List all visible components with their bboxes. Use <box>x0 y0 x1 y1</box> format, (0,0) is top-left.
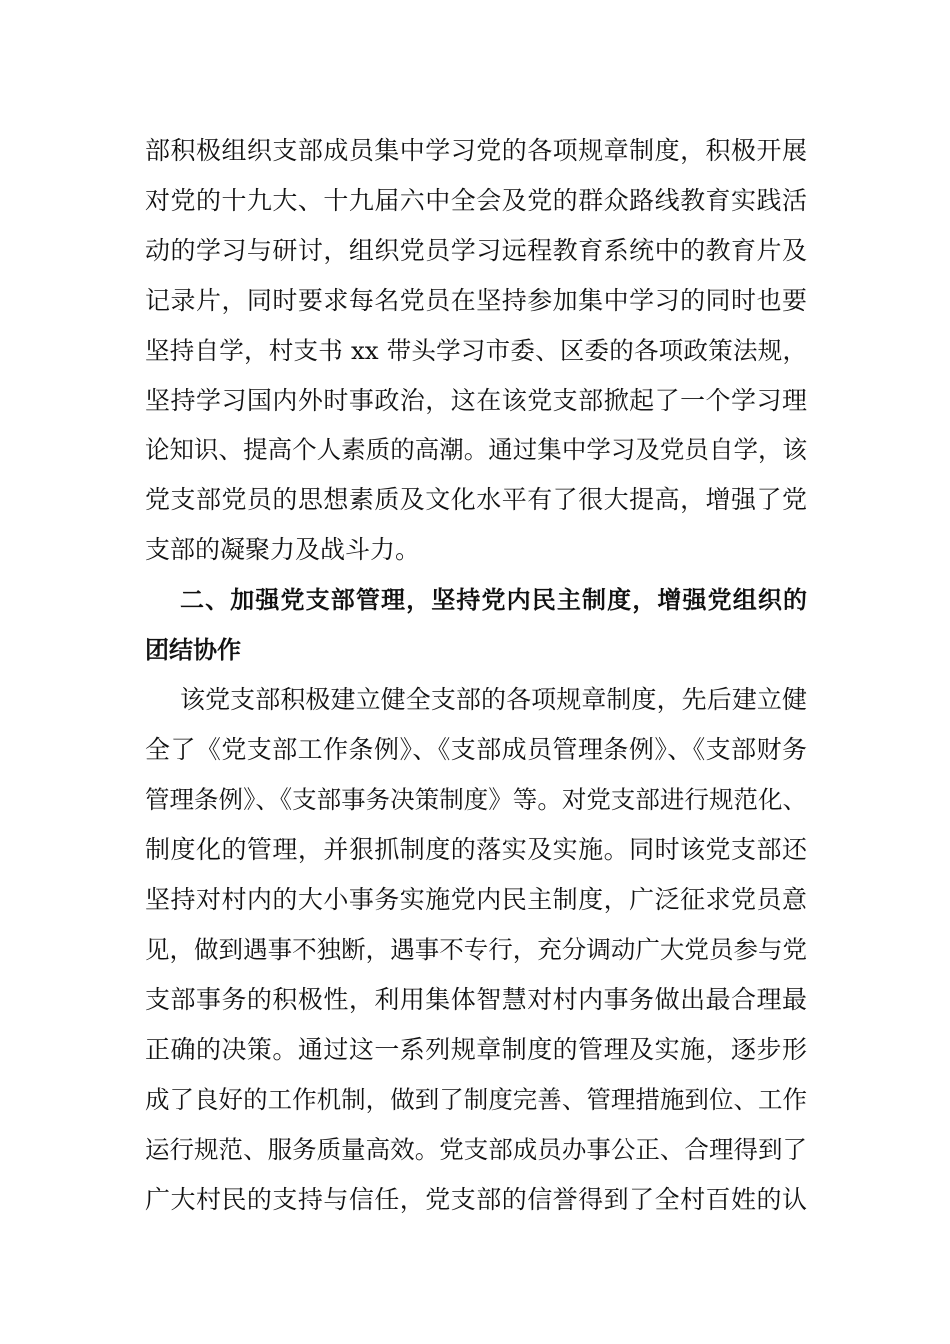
text-line: 对党的十九大、十九届六中全会及党的群众路线教育实践活 <box>145 186 807 215</box>
text-line: 正确的决策。通过这一系列规章制度的管理及实施，逐步形 <box>145 1035 807 1064</box>
text-line: 坚持对村内的大小事务实施党内民主制度，广泛征求党员意 <box>145 885 807 914</box>
text-line: 支部事务的积极性，利用集体智慧对村内事务做出最合理最 <box>145 985 807 1014</box>
text-line: 论知识、提高个人素质的高潮。通过集中学习及党员自学，该 <box>145 435 807 464</box>
text-line: 成了良好的工作机制，做到了制度完善、管理措施到位、工作 <box>145 1085 807 1114</box>
text-line: 记录片，同时要求每名党员在坚持参加集中学习的同时也要 <box>145 286 807 315</box>
text-line: 动的学习与研讨，组织党员学习远程教育系统中的教育片及 <box>145 236 807 265</box>
text-line: 制度化的管理，并狠抓制度的落实及实施。同时该党支部还 <box>145 835 807 864</box>
heading-line: 二、加强党支部管理，坚持党内民主制度，增强党组织的 <box>180 586 807 614</box>
text-line: 党支部党员的思想素质及文化水平有了很大提高，增强了党 <box>145 485 807 514</box>
text-line: 广大村民的支持与信任，党支部的信誉得到了全村百姓的认 <box>145 1185 807 1214</box>
text-line: 全了《党支部工作条例》、《支部成员管理条例》、《支部财务 <box>145 735 807 764</box>
text-line: 坚持学习国内外时事政治，这在该党支部掀起了一个学习理 <box>145 386 807 415</box>
text-line: 运行规范、服务质量高效。党支部成员办事公正、合理得到了 <box>145 1135 807 1164</box>
text-line: 管理条例》、《支部事务决策制度》等。对党支部进行规范化、 <box>145 785 807 814</box>
text-line: 见，做到遇事不独断，遇事不专行，充分调动广大党员参与党 <box>145 935 807 964</box>
heading-line: 团结协作 <box>145 636 241 664</box>
text-line: 坚持自学，村支书 xx 带头学习市委、区委的各项政策法规， <box>145 336 807 365</box>
text-line: 支部的凝聚力及战斗力。 <box>145 535 421 564</box>
text-line: 部积极组织支部成员集中学习党的各项规章制度，积极开展 <box>145 136 807 165</box>
text-line: 该党支部积极建立健全支部的各项规章制度，先后建立健 <box>180 685 807 714</box>
